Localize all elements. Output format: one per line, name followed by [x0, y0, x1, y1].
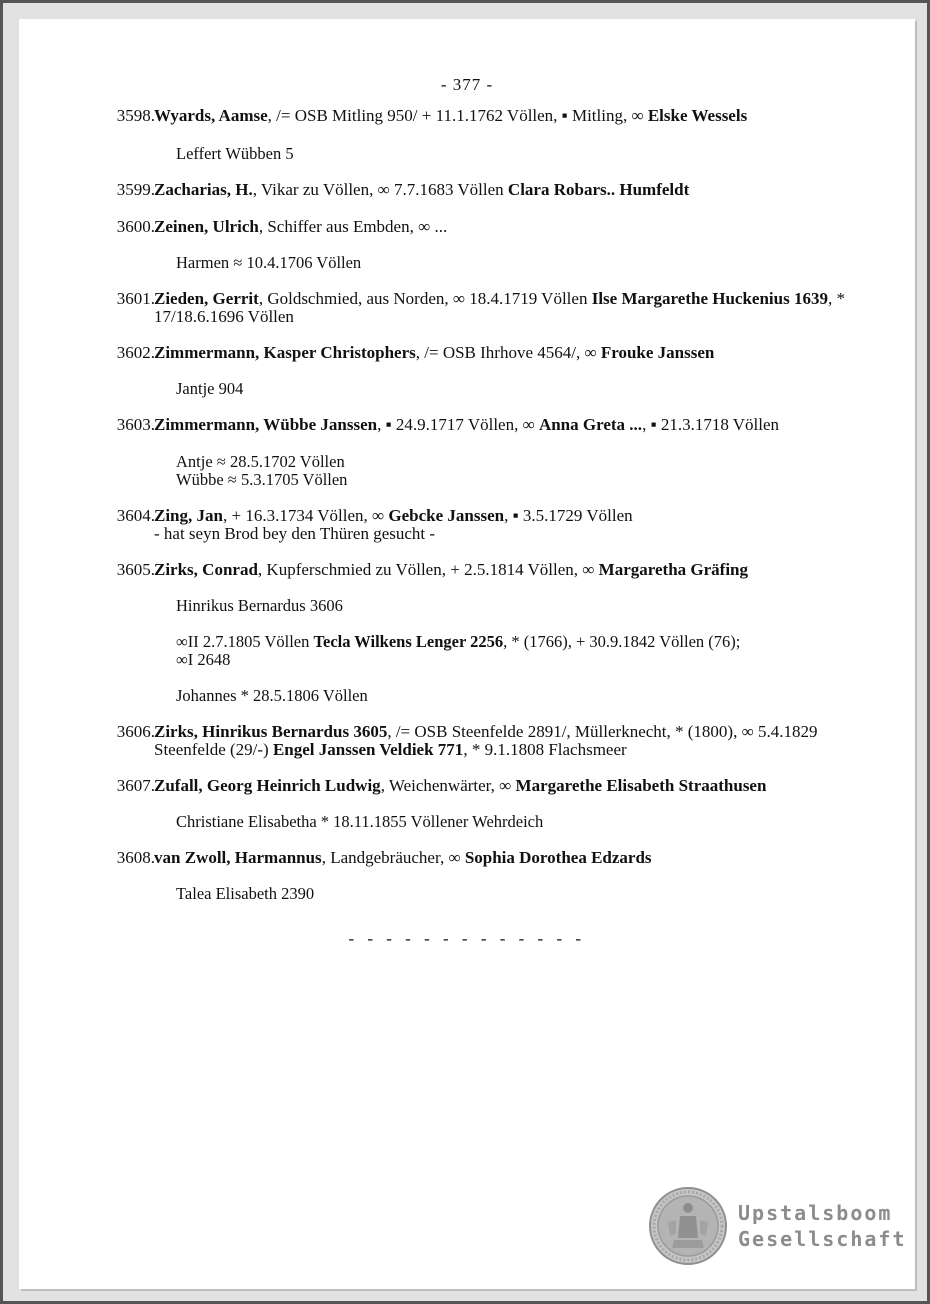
entry-3605 [19, 561, 915, 705]
entry-details: , /= OSB Mitling 950/ + 11.1.1762 Völlen, ▪ Mitling, ∞ [267, 106, 648, 125]
entry-details: , Landgebräucher, ∞ [321, 848, 465, 867]
entry-number: 3608. [116, 848, 155, 867]
spouse-name: Elske Wessels [647, 106, 748, 125]
entry-details: , Vikar zu Völlen, ∞ 7.7.1683 Völlen [252, 180, 508, 199]
spouse-name: Gebcke Janssen [388, 506, 505, 525]
spouse-name: Clara Robars.. Humfeldt [507, 180, 690, 199]
spouse-details: , * (1766), + 30.9.1842 Völlen (76); [503, 632, 741, 651]
entry-number: 3606. [116, 722, 155, 741]
entry-3598 [19, 107, 915, 163]
entry-number: 3604. [116, 506, 155, 525]
entry-note: - hat seyn Brod bey den Thüren gesucht - [154, 524, 436, 543]
spouse-name: Tecla Wilkens Lenger 2256 [313, 632, 504, 651]
spouse-name: Margarethe Elisabeth Straathusen [515, 776, 767, 795]
child-line: Hinrikus Bernardus 3606 [176, 596, 343, 615]
entry-3607 [19, 777, 915, 831]
entry-main [154, 218, 866, 236]
logo-line-2: Gesellschaft [738, 1227, 907, 1251]
child-line: Wübbe ≈ 5.3.1705 Völlen [176, 470, 348, 489]
entry-details: , Schiffer aus Embden, ∞ ... [258, 217, 448, 236]
person-name: Zimmermann, Wübbe Janssen [154, 415, 378, 434]
entry-3599 [19, 181, 915, 199]
entry-3608 [19, 849, 915, 903]
entry-3602 [19, 344, 915, 398]
child-line: Johannes * 28.5.1806 Völlen [176, 686, 368, 705]
spouse-details: , * 17/18.6.1696 Völlen [154, 289, 845, 326]
entry-3603 [19, 416, 915, 489]
entry-main [154, 507, 866, 525]
page-number: - 377 - [440, 75, 494, 94]
entry-main [154, 561, 866, 579]
entry-number: 3601. [116, 289, 155, 308]
logo-text [738, 1200, 907, 1252]
spouse-name: Anna Greta ... [538, 415, 643, 434]
entry-details: , Kupferschmied zu Völlen, + 2.5.1814 Völlen, ∞ [257, 560, 599, 579]
spouse-details: , ▪ 3.5.1729 Völlen [504, 506, 633, 525]
person-name: van Zwoll, Harmannus [154, 848, 322, 867]
child-line: Antje ≈ 28.5.1702 Völlen [176, 452, 345, 471]
entry-main [154, 181, 866, 199]
entry-details: , + 16.3.1734 Völlen, ∞ [222, 506, 389, 525]
spouse-details: , ▪ 21.3.1718 Völlen [642, 415, 780, 434]
entry-number: 3602. [116, 343, 155, 362]
person-name: Zufall, Georg Heinrich Ludwig [154, 776, 381, 795]
spouse-details: , * 9.1.1808 Flachsmeer [463, 740, 627, 759]
spouse-name: Engel Janssen Veldiek 771 [272, 740, 464, 759]
person-name: Zing, Jan [154, 506, 223, 525]
entry-3604 [19, 507, 915, 543]
marriage-details: ∞II 2.7.1805 Völlen [176, 632, 314, 651]
entry-main [154, 777, 866, 795]
person-name: Zirks, Conrad [154, 560, 258, 579]
person-name: Wyards, Aamse [154, 106, 268, 125]
entry-number: 3607. [116, 776, 155, 795]
entry-details: , ▪ 24.9.1717 Völlen, ∞ [377, 415, 539, 434]
entry-details: , /= OSB Steenfelde 2891/, Müllerknecht, * (1800), ∞ 5.4.1829 Steenfelde (29/-) [154, 722, 818, 759]
spouse-name: Frouke Janssen [600, 343, 715, 362]
person-name: Zirks, Hinrikus Bernardus 3605 [154, 722, 388, 741]
person-name: Zimmermann, Kasper Christophers [154, 343, 416, 362]
entry-details: , Weichenwärter, ∞ [380, 776, 516, 795]
entry-number: 3603. [116, 415, 155, 434]
document-page [19, 19, 915, 1289]
seal-icon [648, 1186, 728, 1266]
second-marriage [176, 633, 866, 651]
entry-details: , /= OSB Ihrhove 4564/, ∞ [415, 343, 601, 362]
first-marriage-ref: ∞I 2648 [176, 650, 231, 669]
child-line: Harmen ≈ 10.4.1706 Völlen [176, 253, 362, 272]
entry-number: 3600. [116, 217, 155, 236]
entry-details: , Goldschmied, aus Norden, ∞ 18.4.1719 Völlen [258, 289, 592, 308]
person-name: Zacharias, H. [154, 180, 253, 199]
entry-number: 3605. [116, 560, 155, 579]
entry-number: 3598. [116, 106, 155, 125]
child-line: Jantje 904 [176, 379, 244, 398]
entry-main [154, 107, 866, 125]
person-name: Zieden, Gerrit [154, 289, 259, 308]
entry-main [154, 344, 866, 362]
entry-list [19, 107, 915, 903]
spouse-name: Ilse Margarethe Huckenius 1639 [591, 289, 828, 308]
entry-number: 3599. [116, 180, 155, 199]
child-line: Leffert Wübben 5 [176, 144, 294, 163]
entry-main [154, 290, 866, 326]
child-line: Christiane Elisabetha * 18.11.1855 Völlener Wehrdeich [176, 812, 544, 831]
entry-3606 [19, 723, 915, 759]
child-line: Talea Elisabeth 2390 [176, 884, 315, 903]
entry-main [154, 723, 866, 759]
spouse-name: Margaretha Gräfing [598, 560, 749, 579]
entry-3601 [19, 290, 915, 326]
section-separator: - - - - - - - - - - - - - [348, 929, 586, 948]
upstalsboom-logo [648, 1186, 907, 1266]
entry-3600 [19, 218, 915, 272]
entry-main [154, 849, 866, 867]
spouse-name: Sophia Dorothea Edzards [464, 848, 652, 867]
person-name: Zeinen, Ulrich [154, 217, 259, 236]
logo-line-1: Upstalsboom [738, 1201, 893, 1225]
entry-main [154, 416, 866, 434]
